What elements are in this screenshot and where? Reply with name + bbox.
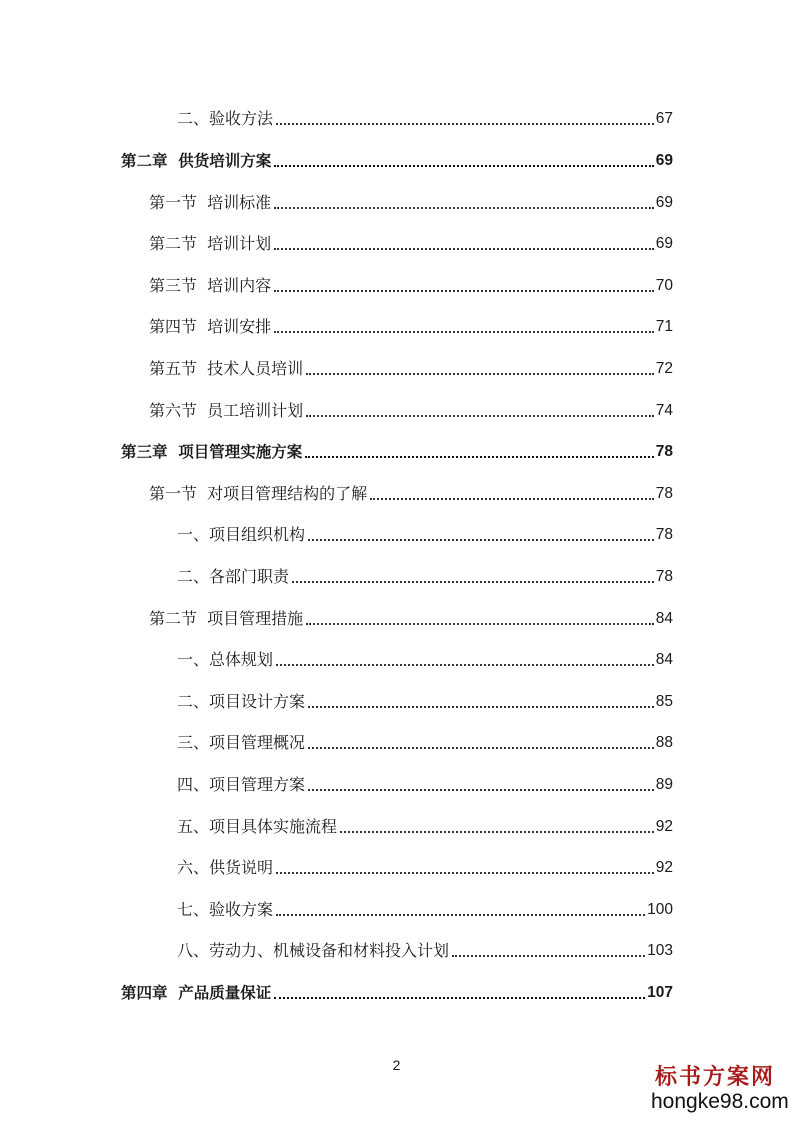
toc-entry-page: 69 bbox=[655, 235, 673, 252]
dot-leader bbox=[452, 954, 645, 957]
toc-entry-page: 70 bbox=[655, 277, 673, 294]
watermark-url: hongke98.com bbox=[651, 1090, 789, 1113]
toc-section-entry[interactable] bbox=[149, 397, 673, 421]
toc-section-entry[interactable] bbox=[149, 272, 673, 296]
toc-entry-label: 第一节 培训标准 bbox=[149, 193, 272, 212]
toc-entry-page: 88 bbox=[655, 734, 673, 751]
toc-entry-page: 84 bbox=[655, 651, 673, 668]
toc-entry-page: 69 bbox=[655, 194, 673, 211]
dot-leader bbox=[308, 746, 654, 749]
toc-entry-page: 92 bbox=[655, 818, 673, 835]
toc-entry-page: 78 bbox=[655, 526, 673, 543]
dot-leader bbox=[306, 414, 654, 417]
toc-chapter-entry[interactable] bbox=[121, 438, 673, 462]
dot-leader bbox=[308, 788, 654, 791]
toc-entry-page: 71 bbox=[655, 318, 673, 335]
toc-section-entry[interactable] bbox=[149, 355, 673, 379]
dot-leader bbox=[308, 538, 654, 541]
dot-leader bbox=[274, 289, 654, 292]
toc-entry[interactable] bbox=[177, 729, 673, 753]
toc-entry-page: 89 bbox=[655, 776, 673, 793]
toc-entry-page: 74 bbox=[655, 402, 673, 419]
toc-entry[interactable] bbox=[177, 771, 673, 795]
toc-entry-label: 第六节 员工培训计划 bbox=[149, 401, 304, 420]
dot-leader bbox=[306, 372, 654, 375]
toc-entry-label: 五、项目具体实施流程 bbox=[177, 817, 338, 836]
dot-leader bbox=[274, 247, 654, 250]
toc-entry-label: 六、供货说明 bbox=[177, 858, 274, 877]
watermark bbox=[651, 1064, 789, 1114]
toc-entry-label: 第二节 项目管理措施 bbox=[149, 609, 304, 628]
toc-chapter-entry[interactable] bbox=[121, 979, 673, 1003]
dot-leader bbox=[276, 913, 645, 916]
toc-entry[interactable] bbox=[177, 896, 673, 920]
toc-entry-label: 第四节 培训安排 bbox=[149, 317, 272, 336]
toc-entry-label: 七、验收方案 bbox=[177, 900, 274, 919]
toc-entry-page: 100 bbox=[647, 901, 673, 918]
dot-leader bbox=[274, 164, 653, 167]
toc-entry-page: 69 bbox=[655, 152, 673, 169]
toc-entry-label: 第二节 培训计划 bbox=[149, 234, 272, 253]
toc-entry-label: 八、劳动力、机械设备和材料投入计划 bbox=[177, 941, 450, 960]
dot-leader bbox=[340, 830, 654, 833]
toc-entry-page: 92 bbox=[655, 859, 673, 876]
toc-entry-label: 第三节 培训内容 bbox=[149, 276, 272, 295]
dot-leader bbox=[292, 580, 654, 583]
dot-leader bbox=[276, 122, 654, 125]
dot-leader bbox=[274, 330, 654, 333]
toc-entry-label: 第四章 产品质量保证 bbox=[121, 984, 272, 1002]
toc-entry-page: 85 bbox=[655, 693, 673, 710]
dot-leader bbox=[276, 871, 654, 874]
toc-entry-page: 78 bbox=[655, 485, 673, 502]
toc-entry-page: 78 bbox=[655, 568, 673, 585]
dot-leader bbox=[274, 206, 654, 209]
toc-entry-label: 四、项目管理方案 bbox=[177, 775, 306, 794]
toc-entry-label: 第一节 对项目管理结构的了解 bbox=[149, 484, 368, 503]
toc-section-entry[interactable] bbox=[149, 230, 673, 254]
toc-entry-label: 二、各部门职责 bbox=[177, 567, 290, 586]
toc-entry-page: 103 bbox=[647, 942, 673, 959]
dot-leader bbox=[305, 455, 653, 458]
toc-section-entry[interactable] bbox=[149, 480, 673, 504]
toc-chapter-entry[interactable] bbox=[121, 147, 673, 171]
dot-leader bbox=[274, 996, 645, 999]
toc-entry-label: 二、项目设计方案 bbox=[177, 692, 306, 711]
toc-entry-label: 一、项目组织机构 bbox=[177, 525, 306, 544]
toc-section-entry[interactable] bbox=[149, 189, 673, 213]
toc-entry-label: 一、总体规划 bbox=[177, 650, 274, 669]
toc-entry-label: 第三章 项目管理实施方案 bbox=[121, 443, 303, 461]
toc-entry-label: 第五节 技术人员培训 bbox=[149, 359, 304, 378]
page-number: 2 bbox=[392, 1057, 401, 1073]
dot-leader bbox=[308, 705, 654, 708]
toc-entry-page: 72 bbox=[655, 360, 673, 377]
toc-section-entry[interactable] bbox=[149, 313, 673, 337]
toc-entry[interactable] bbox=[177, 937, 673, 961]
dot-leader bbox=[370, 497, 654, 500]
toc-entry-page: 84 bbox=[655, 610, 673, 627]
toc-entry[interactable] bbox=[177, 854, 673, 878]
toc-entry[interactable] bbox=[177, 105, 673, 129]
toc-entry[interactable] bbox=[177, 688, 673, 712]
dot-leader bbox=[306, 622, 654, 625]
toc-entry[interactable] bbox=[177, 813, 673, 837]
toc-entry-page: 67 bbox=[655, 110, 673, 127]
toc-entry-page: 78 bbox=[655, 443, 673, 460]
toc-entry-label: 三、项目管理概况 bbox=[177, 733, 306, 752]
toc-entry[interactable] bbox=[177, 521, 673, 545]
toc-entry-page: 107 bbox=[647, 984, 673, 1001]
toc-entry[interactable] bbox=[177, 563, 673, 587]
toc-entry-label: 第二章 供货培训方案 bbox=[121, 152, 272, 170]
dot-leader bbox=[276, 663, 654, 666]
watermark-title: 标书方案网 bbox=[654, 1064, 775, 1090]
toc-section-entry[interactable] bbox=[149, 605, 673, 629]
toc-entry-label: 二、验收方法 bbox=[177, 109, 274, 128]
toc-entry[interactable] bbox=[177, 646, 673, 670]
